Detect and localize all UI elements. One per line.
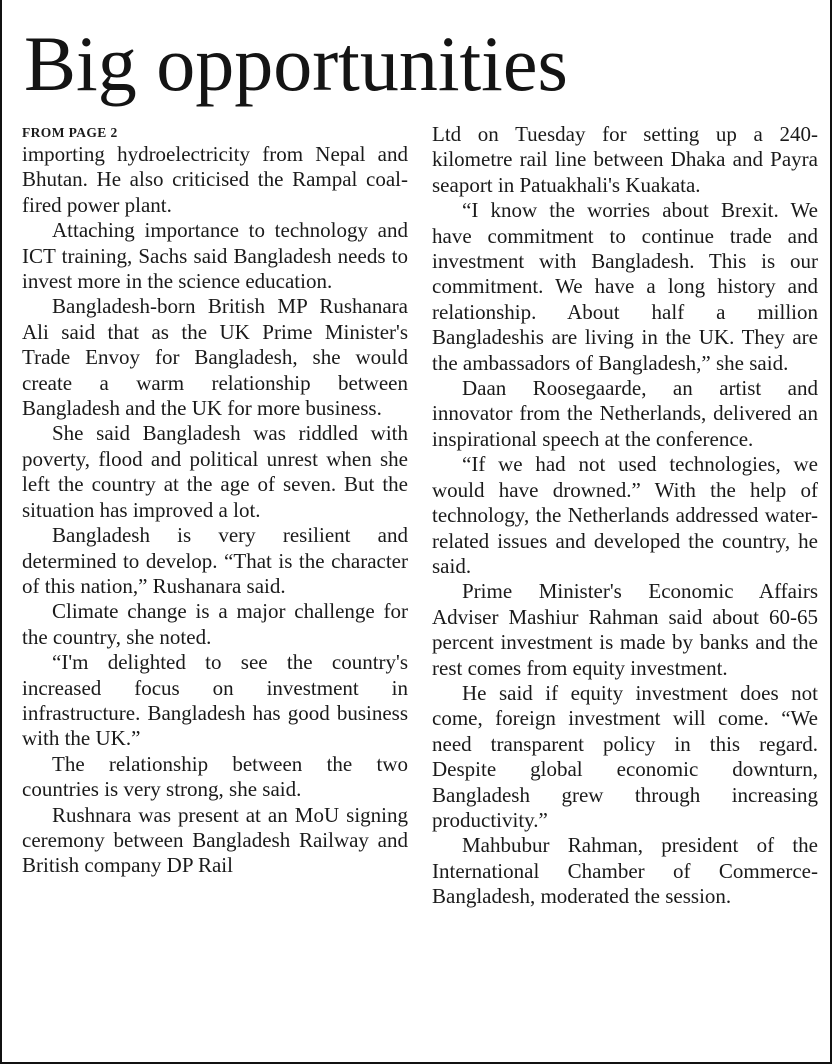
continuation-kicker: FROM PAGE 2 [22, 125, 118, 140]
paragraph: “If we had not used technologies, we would have drowned.” With the help of technology, the Netherlands addressed water-related issues and developed the country, he said. [432, 452, 818, 578]
paragraph: “I'm delighted to see the country's increased focus on investment in infrastructure. Bangladesh has good business with the UK.” [22, 650, 408, 751]
paragraph: Bangladesh-born British MP Rushanara Ali said that as the UK Prime Minister's Trade Envoy for Bangladesh, she would create a warm relationship between Bangladesh and the UK for more business. [22, 294, 408, 421]
paragraph: Bangladesh is very resilient and determined to develop. “That is the character of this nation,” Rushanara said. [22, 523, 408, 598]
paragraph: Ltd on Tuesday for setting up a 240-kilometre rail line between Dhaka and Payra seaport in Patuakhali's Kuakata. [432, 122, 818, 197]
paragraph: Attaching importance to technology and ICT training, Sachs said Bangladesh needs to invest more in the science education. [22, 218, 408, 294]
paragraph: She said Bangladesh was riddled with poverty, flood and political unrest when she left the country at the age of seven. But the situation has improved a lot. [22, 421, 408, 522]
paragraph: Daan Roosegaarde, an artist and innovator from the Netherlands, delivered an inspirational speech at the conference. [432, 376, 818, 451]
paragraph: “I know the worries about Brexit. We have commitment to continue trade and investment with Bangladesh. This is our commitment. We have a long history and relationship. About half a million Bangladeshis are living in the UK. They are the ambassadors of Bangladesh,” she said. [432, 198, 818, 375]
paragraph: Prime Minister's Economic Affairs Adviser Mashiur Rahman said about 60-65 percent investment is made by banks and the rest comes from equity investment. [432, 579, 818, 680]
paragraph: Rushnara was present at an MoU signing ceremony between Bangladesh Railway and British company DP Rail [22, 802, 408, 878]
paragraph: importing hydroelectricity from Nepal and Bhutan. He also criticised the Rampal coal-fired power plant. [22, 142, 408, 217]
headline: Big opportunities [24, 20, 568, 107]
paragraph: He said if equity investment does not come, foreign investment will come. “We need transparent policy in this regard. Despite global economic downturn, Bangladesh grew through increasing productivity.” [432, 680, 818, 832]
paragraph: Mahbubur Rahman, president of the International Chamber of Commerce-Bangladesh, moderated the session. [432, 833, 818, 909]
left-column [22, 122, 408, 879]
paragraph: Climate change is a major challenge for the country, she noted. [22, 599, 408, 649]
right-column [432, 122, 818, 910]
paragraph: The relationship between the two countries is very strong, she said. [22, 751, 408, 802]
